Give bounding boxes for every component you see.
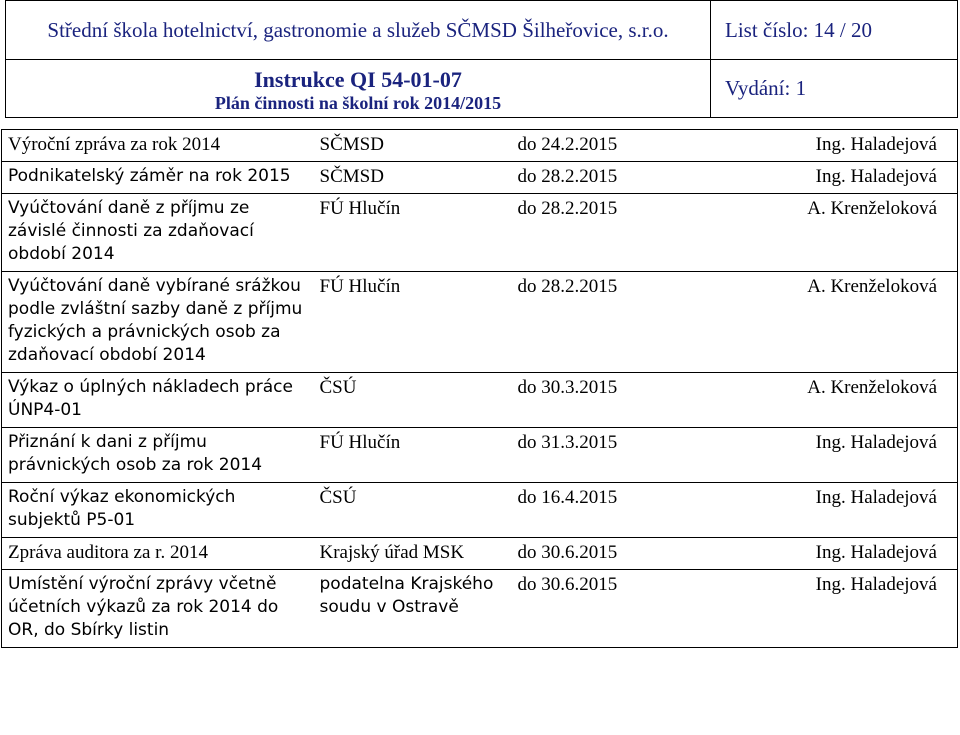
- activity-plan-table: [1, 129, 958, 648]
- table-row: [2, 194, 958, 272]
- table-row: [2, 538, 958, 570]
- deadline-cell: do 16.4.2015: [512, 483, 702, 538]
- responsible-cell: A. Krenželoková: [702, 194, 958, 272]
- document-header: [5, 0, 958, 118]
- table-row: [2, 428, 958, 483]
- table-row: [2, 162, 958, 194]
- organization-cell: FÚ Hlučín: [314, 272, 512, 373]
- table-row: [2, 373, 958, 428]
- table-row: [2, 483, 958, 538]
- organization-cell: FÚ Hlučín: [314, 194, 512, 272]
- responsible-cell: Ing. Haladejová: [702, 130, 958, 162]
- deadline-cell: do 31.3.2015: [512, 428, 702, 483]
- task-cell: Umístění výroční zprávy včetně účetních výkazů za rok 2014 do OR, do Sbírky listin: [2, 570, 314, 648]
- responsible-cell: Ing. Haladejová: [702, 538, 958, 570]
- task-cell: Výroční zpráva za rok 2014: [2, 130, 314, 162]
- deadline-cell: do 28.2.2015: [512, 272, 702, 373]
- edition-label: Vydání: 1: [711, 60, 958, 118]
- deadline-cell: do 28.2.2015: [512, 194, 702, 272]
- table-row: [2, 570, 958, 648]
- organization-cell: SČMSD: [314, 130, 512, 162]
- responsible-cell: Ing. Haladejová: [702, 483, 958, 538]
- responsible-cell: A. Krenželoková: [702, 272, 958, 373]
- deadline-cell: do 30.3.2015: [512, 373, 702, 428]
- organization-cell: podatelna Krajského soudu v Ostravě: [314, 570, 512, 648]
- instruction-block: [6, 60, 711, 118]
- deadline-cell: do 28.2.2015: [512, 162, 702, 194]
- task-cell: Podnikatelský záměr na rok 2015: [2, 162, 314, 194]
- organization-cell: ČSÚ: [314, 373, 512, 428]
- organization-cell: ČSÚ: [314, 483, 512, 538]
- organization-cell: Krajský úřad MSK: [314, 538, 512, 570]
- sheet-number: List číslo: 14 / 20: [711, 1, 958, 60]
- responsible-cell: Ing. Haladejová: [702, 162, 958, 194]
- responsible-cell: Ing. Haladejová: [702, 570, 958, 648]
- deadline-cell: do 30.6.2015: [512, 570, 702, 648]
- table-row: [2, 272, 958, 373]
- deadline-cell: do 24.2.2015: [512, 130, 702, 162]
- task-cell: Přiznání k dani z příjmu právnických osob za rok 2014: [2, 428, 314, 483]
- school-name: Střední škola hotelnictví, gastronomie a služeb SČMSD Šilheřovice, s.r.o.: [6, 1, 711, 60]
- table-row: [2, 130, 958, 162]
- deadline-cell: do 30.6.2015: [512, 538, 702, 570]
- plan-title: Plán činnosti na školní rok 2014/2015: [214, 92, 502, 113]
- task-cell: Zpráva auditora za r. 2014: [2, 538, 314, 570]
- task-cell: Vyúčtování daně vybírané srážkou podle zvláštní sazby daně z příjmu fyzických a právnických osob za zdaňovací období 2014: [2, 272, 314, 373]
- organization-cell: FÚ Hlučín: [314, 428, 512, 483]
- instruction-title: Instrukce QI 54-01-07: [254, 66, 462, 92]
- responsible-cell: A. Krenželoková: [702, 373, 958, 428]
- organization-cell: SČMSD: [314, 162, 512, 194]
- responsible-cell: Ing. Haladejová: [702, 428, 958, 483]
- task-cell: Roční výkaz ekonomických subjektů P5-01: [2, 483, 314, 538]
- task-cell: Výkaz o úplných nákladech práce ÚNP4-01: [2, 373, 314, 428]
- task-cell: Vyúčtování daně z příjmu ze závislé činnosti za zdaňovací období 2014: [2, 194, 314, 272]
